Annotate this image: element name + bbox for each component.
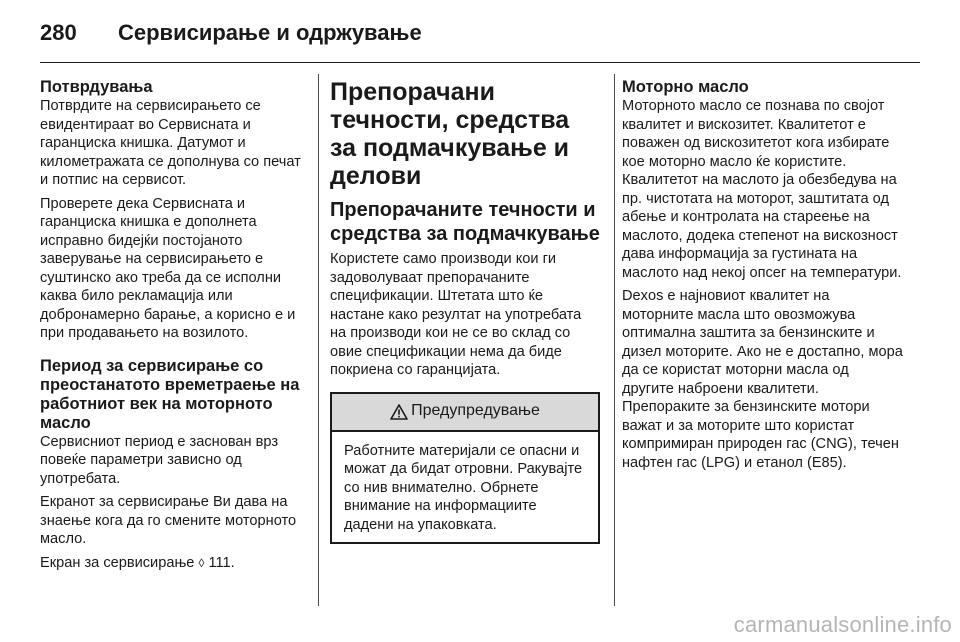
watermark: carmanualsonline.info bbox=[733, 612, 952, 637]
chapter-heading-recommended-fluids: Препорачани течности, средства за подмачкување и делови bbox=[330, 78, 570, 190]
column-divider bbox=[318, 74, 319, 606]
paragraph: Потврдите на сервисирањето се евидентираат во Сервисната и гаранциска книшка. Датумот и километражата се дополнува со печат и потпис на сервисот. bbox=[40, 98, 301, 188]
chapter-title: Сервисирање и одржување bbox=[118, 20, 422, 45]
warning-header bbox=[332, 394, 598, 432]
page-reference-link[interactable]: 111. bbox=[208, 554, 235, 571]
paragraph: Проверете дека Сервисната и гаранциска книшка е дополнета исправно бидејќи постојаното заверување на сервисирањето е суштинско ако треба да се исполни каква било рекламација или добронамерно барање, а корисно е и при продавањето на возилото. bbox=[40, 195, 296, 341]
warning-title: Предупредување bbox=[411, 402, 540, 420]
paragraph: Dexos е најновиот квалитет на моторните масла што овозможува оптимална заштита за бензинските и дизел моторите. Ако не е достапно, мора да се користат моторни масла од другите наброени квалитети. Препораките за бензинските мотори важат и за моторите што користат компримиран природен гас (CNG), течен нафтен гас (LPG) и етанол (E85). bbox=[622, 288, 903, 471]
column-right bbox=[622, 78, 904, 477]
column-middle bbox=[330, 78, 600, 544]
column-left bbox=[40, 78, 302, 577]
section-heading-recommended-fluids: Препорачаните течности и средства за подмачкување bbox=[330, 199, 600, 245]
paragraph: Користете само производи кои ги задоволуваат препорачаните спецификации. Штетата што ќе настане како резултат на употребата на производи кои не се во склад со овие спецификации нема да биде покриена со гаранцијата. bbox=[330, 251, 582, 378]
page-number: 280 bbox=[40, 20, 77, 45]
column-divider bbox=[614, 74, 615, 606]
paragraph: Екранот за сервисирање Ви дава на знаење кога да го смените моторното масло. bbox=[40, 494, 297, 547]
ref-text: Екран за сервисирање bbox=[40, 554, 195, 571]
warning-text: Работните материјали се опасни и можат да бидат отровни. Ракувајте со нив внимателно. Обрнете внимание на информациите дадени на упаковката. bbox=[344, 442, 583, 533]
warning-box bbox=[330, 392, 600, 545]
warning-triangle-icon bbox=[390, 404, 408, 420]
section-heading-engine-oil: Моторно масло bbox=[622, 78, 749, 96]
paragraph-service-display-ref bbox=[40, 554, 302, 573]
paragraph: Моторното масло се познава по својот квалитет и вискозитет. Квалитетот е поважен од вискозитетот кога избирате кое моторно масло ќе користите. Квалитетот на маслото ја обезбедува на пр. чистотата на моторот, заштитата од абење и контролата на стареење на маслото, додека степенот на вискозност дава информација за густината на маслото над некој опсег на температури. bbox=[622, 98, 902, 281]
header-divider bbox=[40, 62, 920, 63]
section-heading-confirmations: Потврдувања bbox=[40, 78, 153, 96]
paragraph: Сервисниот период е заснован врз повеќе параметри зависно од употребата. bbox=[40, 433, 279, 487]
arrow-reference-icon: ◊ bbox=[198, 555, 205, 570]
section-heading-service-period: Период за сервисирање со преостанатото времетраење на работниот век на моторното масло bbox=[40, 356, 300, 432]
page-header bbox=[40, 16, 422, 50]
